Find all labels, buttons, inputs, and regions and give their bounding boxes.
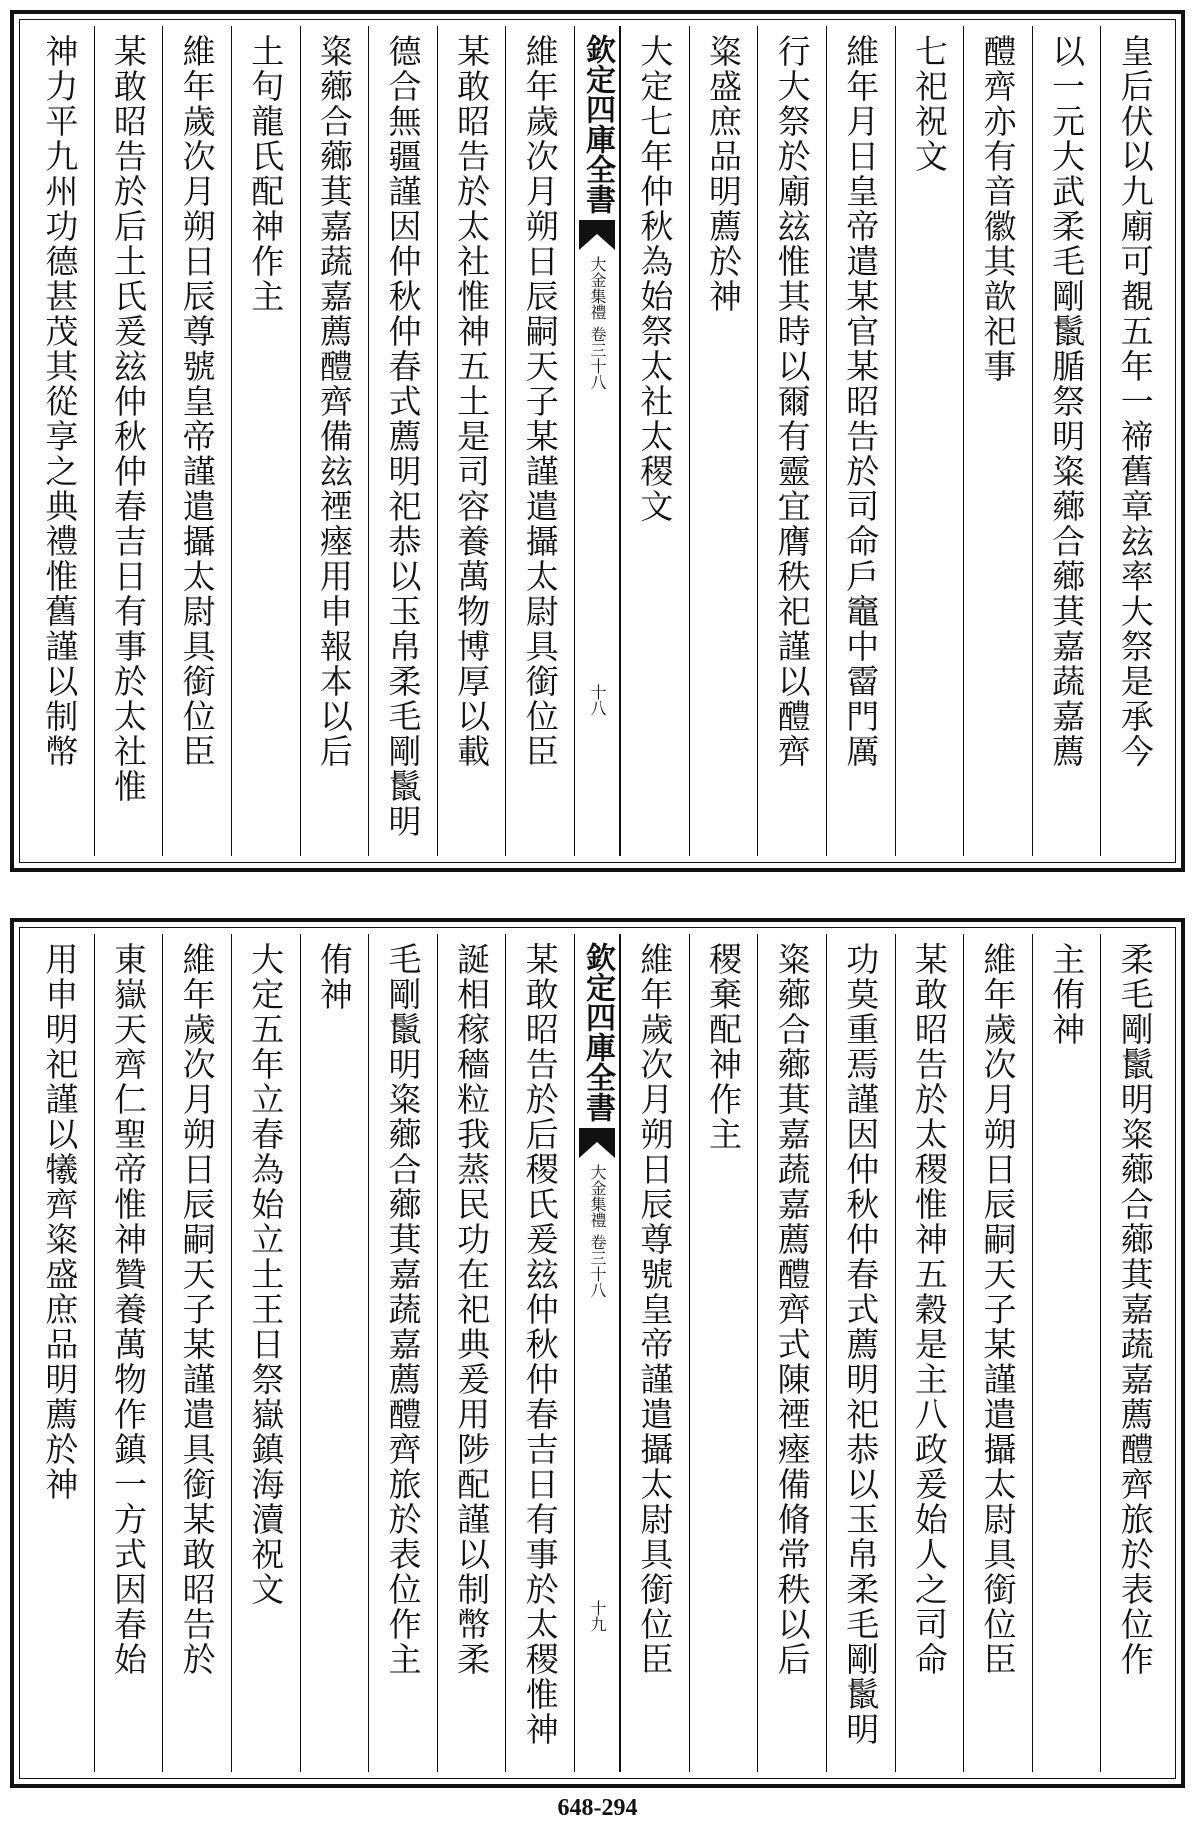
column-text: 稷棄配神作主: [703, 942, 743, 1152]
text-column: [231, 934, 300, 1772]
column-text: 功莫重焉謹因仲秋仲春式薦明祀恭以玉帛柔毛剛鬛明: [841, 942, 881, 1747]
column-text: 侑神: [314, 942, 354, 1012]
text-column: [689, 934, 758, 1772]
center-title: 欽定四庫全書: [580, 34, 615, 214]
bottom-page: [10, 918, 1185, 1788]
text-column: [620, 26, 689, 856]
text-column: [505, 26, 574, 856]
column-text: 某敢昭告於后稷氏爰玆仲秋仲春吉日有事於太稷惟神: [520, 942, 560, 1747]
text-column: [368, 26, 437, 856]
column-text: 大定七年仲秋為始祭太社太稷文: [635, 34, 675, 524]
column-text: 用申明祀謹以犧齊粢盛庶品明薦於神: [40, 942, 80, 1502]
column-text: 維年歲次月朔日辰嗣天子某謹遣具銜某敢昭告於: [177, 942, 217, 1677]
center-book-title: 大金集禮: [588, 256, 607, 320]
center-volume: 卷三十八: [588, 326, 607, 390]
column-text: 行大祭於廟玆惟其時以爾有靈宜膺秩祀謹以醴齊: [772, 34, 812, 769]
column-text: 醴齊亦有音徽其歆祀事: [978, 34, 1018, 384]
column-text: 維年歲次月朔日辰尊號皇帝謹遣攝太尉具銜位臣: [177, 34, 217, 769]
text-column: [1032, 934, 1101, 1772]
text-column: [826, 26, 895, 856]
column-text: 大定五年立春為始立土王日祭嶽鎮海瀆祝文: [246, 942, 286, 1607]
fishtail-mark-icon: [579, 1128, 615, 1158]
text-column: [757, 934, 826, 1772]
page-number: 648-294: [557, 1795, 638, 1821]
column-text: 主侑神: [1047, 942, 1087, 1047]
center-folio: 十八: [588, 684, 607, 716]
column-text: 誕相稼穡粒我蒸民功在祀典爰用陟配謹以制幣柔: [452, 942, 492, 1677]
center-fold-column: [574, 26, 620, 856]
fishtail-mark-icon: [579, 220, 615, 250]
column-text: 維年歲次月朔日辰嗣天子某謹遣攝太尉具銜位臣: [978, 942, 1018, 1677]
column-text: 德合無疆謹因仲秋仲春式薦明祀恭以玉帛柔毛剛鬛明: [383, 34, 423, 839]
center-folio: 十九: [588, 1600, 607, 1632]
column-text: 某敢昭告於太社惟神五土是司容養萬物博厚以載: [452, 34, 492, 769]
center-fold-column: [574, 934, 620, 1772]
text-column: [826, 934, 895, 1772]
text-column: [895, 934, 964, 1772]
center-book-title: 大金集禮: [588, 1164, 607, 1228]
top-page: [10, 10, 1185, 872]
column-text: 維年歲次月朔日辰嗣天子某謹遣攝太尉具銜位臣: [520, 34, 560, 769]
text-column: [1100, 26, 1169, 856]
column-text: 以一元大武柔毛剛鬛腯祭明粢薌合薌萁嘉蔬嘉薦: [1047, 34, 1087, 769]
top-page-columns: [26, 26, 1169, 856]
text-column: [300, 934, 369, 1772]
text-column: [1100, 934, 1169, 1772]
text-column: [231, 26, 300, 856]
text-column: [94, 26, 163, 856]
column-text: 皇后伏以九廟可覩五年一禘舊章玆率大祭是承今: [1115, 34, 1155, 769]
text-column: [162, 26, 231, 856]
text-column: [963, 26, 1032, 856]
text-column: [26, 934, 94, 1772]
column-text: 毛剛鬛明粢薌合薌萁嘉蔬嘉薦醴齊旅於表位作主: [383, 942, 423, 1677]
column-text: 土句龍氏配神作主: [246, 34, 286, 314]
column-text: 維年歲次月朔日辰尊號皇帝謹遣攝太尉具銜位臣: [635, 942, 675, 1677]
text-column: [689, 26, 758, 856]
column-text: 神力平九州功德甚茂其從享之典禮惟舊謹以制幣: [40, 34, 80, 769]
column-text: 某敢昭告於太稷惟神五穀是主八政爰始人之司命: [909, 942, 949, 1677]
center-title: 欽定四庫全書: [580, 942, 615, 1122]
column-text: 粢薌合薌萁嘉蔬嘉薦醴齊備玆禋瘞用申報本以后: [314, 34, 354, 769]
text-column: [895, 26, 964, 856]
text-column: [620, 934, 689, 1772]
center-volume: 卷三十八: [588, 1234, 607, 1298]
text-column: [368, 934, 437, 1772]
text-column: [26, 26, 94, 856]
bottom-page-columns: [26, 934, 1169, 1772]
column-text: 東嶽天齊仁聖帝惟神贊養萬物作鎮一方式因春始: [108, 942, 148, 1677]
column-text: 某敢昭告於后土氏爰玆仲秋仲春吉日有事於太社惟: [108, 34, 148, 804]
column-text: 粢盛庶品明薦於神: [703, 34, 743, 314]
text-column: [437, 934, 506, 1772]
text-column: [437, 26, 506, 856]
text-column: [1032, 26, 1101, 856]
column-text: 粢薌合薌萁嘉蔬嘉薦醴齊式陳禋瘞備脩常秩以后: [772, 942, 812, 1677]
text-column: [162, 934, 231, 1772]
text-column: [757, 26, 826, 856]
text-column: [94, 934, 163, 1772]
column-text: 柔毛剛鬛明粢薌合薌萁嘉蔬嘉薦醴齊旅於表位作: [1115, 942, 1155, 1677]
text-column: [300, 26, 369, 856]
text-column: [963, 934, 1032, 1772]
column-text: 維年月日皇帝遣某官某昭告於司命戶竈中霤門厲: [841, 34, 881, 769]
text-column: [505, 934, 574, 1772]
column-text: 七祀祝文: [909, 34, 949, 174]
